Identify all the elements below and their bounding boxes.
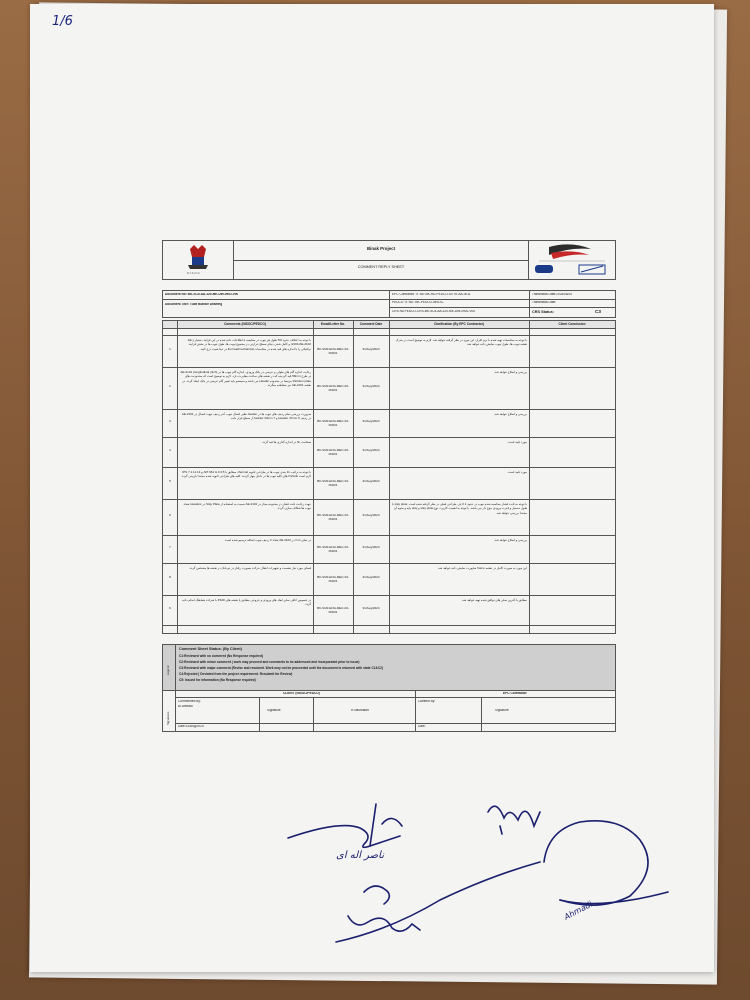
row-number: 6 — [169, 513, 171, 517]
row-number: 4 — [169, 448, 171, 452]
clarified-by-label: Clarified By: — [418, 700, 436, 703]
row-number: 7 — [169, 545, 171, 549]
legend-side-cell — [163, 645, 176, 691]
status-title: Comment Sheet Status: (By Client) — [179, 647, 242, 651]
row-email: BK-SUR-ENG-MEC-03-0N001 — [317, 347, 349, 356]
row-clarification: با توجه به محاسبات تهیه شده با نرم افزار، این مورد در نظر گرفته خواهد شد. لازم به توضیح است در مدرک نقشه تیوب ها، طول تیوب نمایش داده خواهد شد. — [395, 338, 527, 347]
page-number: 1/6 — [52, 14, 73, 29]
row-divider — [163, 328, 615, 329]
signature-divider — [481, 697, 482, 731]
comment-date: Date:31/Aug/2024 — [178, 725, 204, 728]
sheet-subtitle: COMMENT REPLY SHEET — [357, 265, 405, 269]
row-comment: رعایت اندازه گام های طولی و عرضی در بانک ورودی، اندازه گام تیوب ها در AE-2101 (longitudinal pitch) در طرح 58mm قید گردیده که در نقشه های ساخت مغایرت دارد. لازم به توضیح است که محدودیت های Partition plate مرتبط در محدوده Header می باشد و سیستم باید تغییر گام عرضی در بانک ایجاد گردد. در نقشه AE-2101 نیز مشاهده میگردد. — [180, 370, 311, 387]
client-label: CLIENT (NISOC/PEDCO) — [283, 692, 320, 695]
row-number: 2 — [169, 384, 171, 388]
nisoc-logo — [163, 241, 234, 279]
row-clarification: مورد تایید است. — [507, 440, 527, 444]
status-c4: C4:Rejected ( Deviated from the project requirement. Resubmit for Review) — [179, 672, 293, 676]
clarification-date: Date: — [418, 725, 426, 728]
signature-divider — [259, 697, 260, 731]
row-email: BK-SUR-ENG-MEC-03-0N001 — [317, 545, 349, 554]
signature-block — [162, 690, 616, 732]
document-number: Document No: BK-SC5-AA-120-ME-DW-0902-v00 — [165, 293, 239, 296]
row-clarification: با توجه به ثابت فشار محاسبه شده تیوب در حدود 0.1 بار، طراحی فعلی در نظر گرفته شده است. stay plate با طول دستیار و قدرت ورودی موج دار می باشد. با توجه به اهمیت کاربرد، نوع stay plate و stay پایه و نحوه آن مجددا بررسی خواهد شد. — [391, 502, 527, 515]
pedco-logo-icon — [529, 241, 615, 279]
row-date: 31/Aug/2024 — [362, 384, 380, 388]
signature-divider — [175, 697, 615, 698]
col-comments-header: Comments (NISOC/PEDCO) — [177, 321, 313, 328]
status-c5: C5: Issued for information (No Response required) — [179, 678, 256, 682]
row-comment: ضخامت fin در اندازه گذاری ها قید گردد. — [261, 440, 311, 444]
row-email: BK-SUR-ENG-MEC-03-0N001 — [317, 606, 349, 615]
info-divider — [389, 291, 390, 317]
document-title: Document Title: Tube Bundle Drawing — [165, 303, 223, 306]
crs-status-label: CRS Status: — [532, 310, 554, 314]
signature-divider — [175, 723, 615, 724]
signatures-side-label: Signatures — [166, 711, 170, 725]
signature-divider — [313, 697, 314, 731]
col-email-header: Email/Letter No. — [313, 321, 353, 328]
row-date: 31/Aug/2024 — [362, 419, 380, 423]
row-email: BK-SUR-ENG-MEC-03-0N001 — [317, 448, 349, 457]
comment-status-legend — [162, 644, 616, 692]
pedco-transmittal-number: PEDCO Tr. No.: BK-PEDCO-NISOC- — [392, 301, 445, 304]
row-date: 31/Aug/2024 — [362, 606, 380, 610]
row-clarification: این مورد به صورت کامل در نقشه frame ساپورت نمایش داده خواهد شد. — [437, 566, 527, 570]
row-clarification: بررسی و اصلاح خواهد شد. — [493, 538, 527, 542]
document-info — [162, 290, 616, 318]
row-email: BK-SUR-ENG-MEC-03-0N001 — [317, 384, 349, 393]
col-clarification-header: Clarification (By EPC Contractor) — [389, 321, 529, 328]
comments-table — [162, 320, 616, 634]
transmittal-date-2: Transmittal Date: — [532, 301, 557, 304]
middle-name: H.Nasrolaahi — [351, 709, 370, 712]
epc-signature-label: Signature — [495, 709, 509, 712]
row-clarification: مطابق با آخرین سایز های توافق شده تهیه خواهد شد. — [461, 598, 527, 602]
contractor-logos — [528, 241, 615, 279]
project-title: Binak Project — [366, 246, 396, 251]
row-number: 1 — [169, 347, 171, 351]
row-date: 31/Aug/2024 — [362, 479, 380, 483]
info-divider — [389, 307, 615, 308]
crs-number: CRS No.PEDCO-CRS-BK-SC5-AA-120-ME-DW-0902-V00 — [392, 310, 476, 313]
row-date: 31/Aug/2024 — [362, 513, 380, 517]
row-comment: ضرورت بررسی تمام ردیف های تیوب ها در header نظیر اتصال تیوب آخر ردیف جهت اتصال در AE-2101 در ردیف 5 Header 47mm و 7 header 43mm از سطح فرار داده — [181, 412, 311, 421]
row-clarification: مورد تایید است. — [507, 470, 527, 474]
crs-status-value: C3 — [595, 309, 601, 314]
row-date: 31/Aug/2024 — [362, 347, 380, 351]
comment-reply-sheet — [162, 240, 616, 730]
row-number: 8 — [169, 575, 171, 579]
row-comment: با توجه به اختلاف حدود %5 طول هر تیوب در مقایسه با اطلاعات داده شده در این فرایند دستیار (AE-2101/AE-2102) و کامل شدن دیتای سطح حرارتی در مجموع تیوب ها، طول تیوب ها در بخش فرایند ترافیکی را با اندازه های قید شده در محاسبات thermal/mechanical در دیتا شیت درج کنید. — [187, 338, 311, 351]
row-email: BK-SUR-ENG-MEC-03-0N001 — [317, 575, 349, 584]
row-comment: جهت رعایت ثابت فشار در محدوده مجاز در AE-2102 نسبت به استفاده از Stay Plate در Headers تعداد تیوب ها شکاف سازی گردد. — [183, 502, 311, 511]
info-divider — [163, 299, 615, 300]
commented-by-label: Commented By: — [178, 700, 201, 703]
commenter-name: Al.Ahmadi — [178, 705, 193, 708]
col-date-header: Comment Date — [353, 321, 389, 328]
epc-transmittal-number: EPC Contractor Tr. No: BK-HD-PEDCO-SVTR-AA-0011 — [392, 293, 471, 296]
signature-label: Signature — [267, 709, 281, 712]
row-clarification: بررسی و اصلاح خواهد شد. — [493, 370, 527, 374]
row-date: 31/Aug/2024 — [362, 545, 380, 549]
signature-name-right: Ahmadi — [562, 899, 594, 922]
row-clarification: بررسی و اصلاح خواهد شد. — [493, 412, 527, 416]
nisoc-logo-text: N.I.S.O.C — [187, 271, 200, 275]
row-comment: در خصوص اتاقی سایر ابعاد های ورودی و خروجی مطابق با نقشه های P&ID با شرکت هماهنگ انجام داده گردد. — [182, 598, 311, 607]
row-comment: فضای مورد نیاز نشست و تجهیزات انتقال حرکت بصورت رقتار در دو بانک در نقشه ها مشخص گردد. — [188, 566, 311, 570]
sheet-header — [162, 240, 616, 280]
transmittal-date: Transmittal Date:2024/08/20 — [532, 293, 573, 296]
row-comment: با توجه به ترکیب 11 بندی تیوب ها در طراحی ثانویه thermal، مطابق با API 661 & 3.3.5 و IPS 7.1.11.13 لازم است fin/tank های کلیه تیوب ها در داخل مهار گردند. کلیه های طراحی ثانویه شده مجددا بازبینی گردد. — [181, 470, 311, 479]
info-divider — [529, 291, 530, 317]
row-number: 9 — [169, 606, 171, 610]
signature-name-left: ناصر اله ای — [336, 850, 384, 861]
row-number: 5 — [169, 479, 171, 483]
row-comment: در نمای C-C در AE-2102 تعداد 3 ردیف تیوب اضافه ترسیم شده است. — [223, 538, 311, 542]
header-divider — [233, 260, 529, 261]
status-c2: C2:Reviewed with minor comment ( work may proceed and comments to be addressed and incorporated prior to issue) — [179, 660, 360, 664]
row-date: 31/Aug/2024 — [362, 575, 380, 579]
epc-label: EPC Contractor — [503, 692, 527, 695]
row-email: BK-SUR-ENG-MEC-03-0N001 — [317, 479, 349, 488]
row-email: BK-SUR-ENG-MEC-03-0N001 — [317, 419, 349, 428]
row-date: 31/Aug/2024 — [362, 448, 380, 452]
row-email: BK-SUR-ENG-MEC-03-0N001 — [317, 513, 349, 522]
col-number-header — [163, 321, 177, 328]
row-number: 3 — [169, 419, 171, 423]
col-conclusion-header: Client Conclusion — [529, 321, 615, 328]
legend-side-label: Legend — [166, 665, 170, 675]
status-c1: C1:Reviewed with no comment (No Response required) — [179, 654, 263, 658]
status-c3: C3:Reviewed with major comment (Revise and resubmit. Work may not be proceeded until the document is returned with state C1&C2) — [179, 666, 383, 670]
